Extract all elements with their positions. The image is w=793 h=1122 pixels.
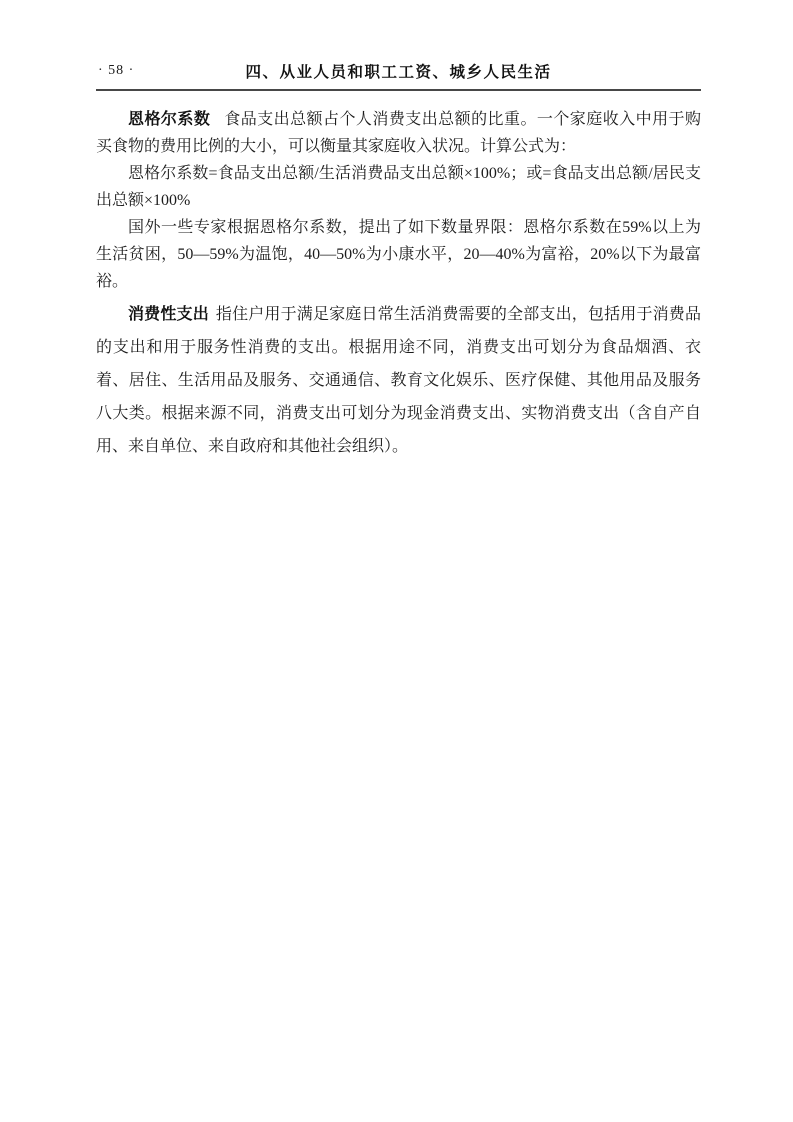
page-inner — [96, 60, 701, 463]
paragraph-text-engel-thresholds: 国外一些专家根据恩格尔系数，提出了如下数量界限：恩格尔系数在59%以上为生活贫困，50—59%为温饱，40—50%为小康水平，20—40%为富裕，20%以下为最富裕。 — [96, 219, 701, 290]
term-consumer-expenditure: 消费性支出 — [128, 306, 209, 323]
page-header — [96, 60, 701, 91]
paragraph-engel-definition — [96, 106, 701, 160]
page-content — [96, 106, 701, 463]
paragraph-engel-formula — [96, 160, 701, 214]
paragraph-text-engel-formula: 恩格尔系数=食品支出总额/生活消费品支出总额×100%；或=食品支出总额/居民支出总额×100% — [96, 165, 701, 209]
paragraph-text-engel-definition: 食品支出总额占个人消费支出总额的比重。一个家庭收入中用于购买食物的费用比例的大小，可以衡量其家庭收入状况。计算公式为： — [96, 111, 701, 155]
paragraph-engel-thresholds — [96, 214, 701, 295]
page-number: · 58 · — [98, 63, 135, 78]
paragraph-consumer-expenditure — [96, 298, 701, 463]
paragraph-text-consumer-expenditure: 指住户用于满足家庭日常生活消费需要的全部支出，包括用于消费品的支出和用于服务性消费的支出。根据用途不同，消费支出可划分为食品烟酒、衣着、居住、生活用品及服务、交通通信、教育文化娱乐、医疗保健、其他用品及服务八大类。根据来源不同，消费支出可划分为现金消费支出、实物消费支出（含自产自用、来自单位、来自政府和其他社会组织）。 — [96, 306, 701, 455]
running-title: 四、从业人员和职工工资、城乡人民生活 — [245, 64, 552, 81]
term-engel-coefficient: 恩格尔系数 — [128, 111, 211, 128]
